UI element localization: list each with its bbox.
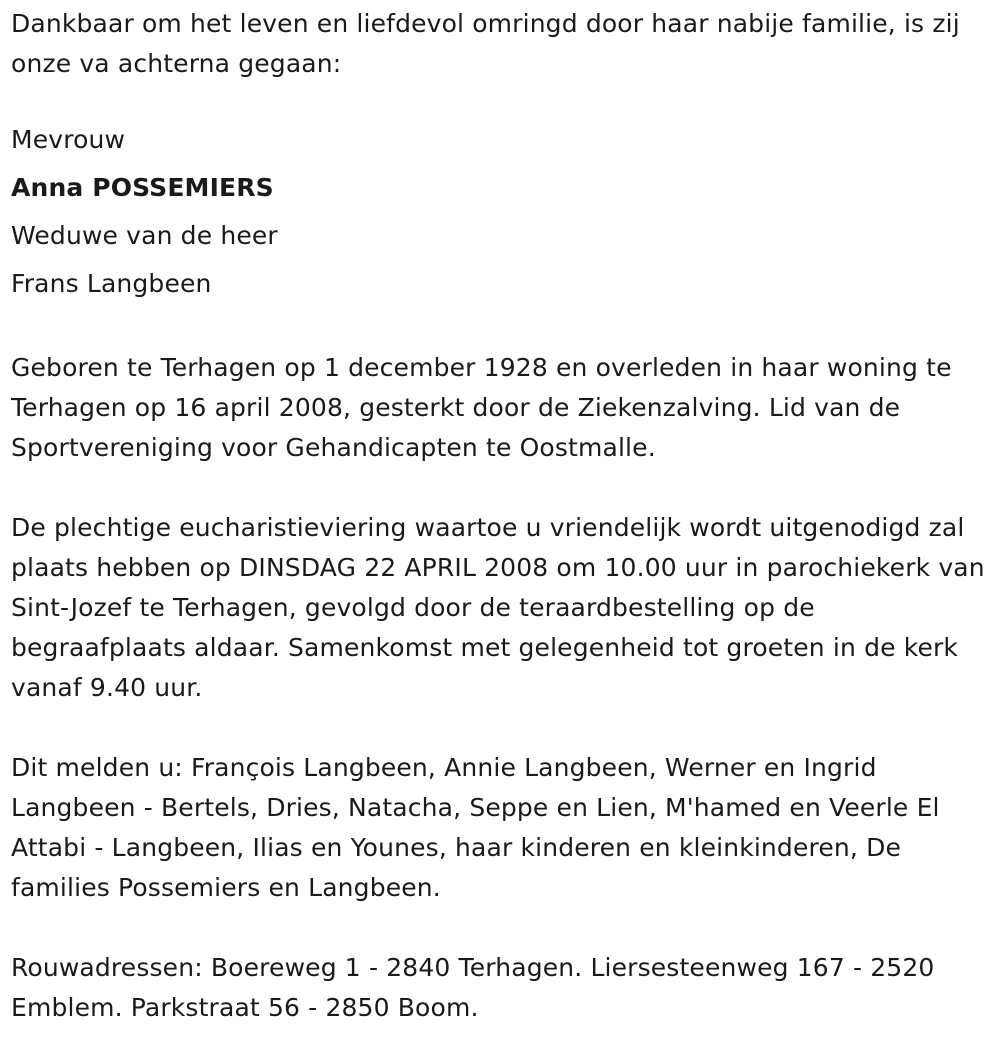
deceased-block	[11, 116, 988, 308]
family-paragraph: Dit melden u: François Langbeen, Annie Langbeen, Werner en Ingrid Langbeen - Bertels, Dries, Natacha, Seppe en Lien, M'hamed en Veerle El Attabi - Langbeen, Ilias en Younes, haar kinderen en kleinkinderen, De families Possemiers en Langbeen.	[11, 753, 940, 902]
intro-paragraph: Dankbaar om het leven en liefdevol omringd door haar nabije familie, is zij onze va achterna gegaan:	[11, 9, 960, 78]
birth-death-paragraph: Geboren te Terhagen op 1 december 1928 en overleden in haar woning te Terhagen op 16 april 2008, gesterkt door de Ziekenzalving. Lid van de Sportvereniging voor Gehandicapten te Oostmalle.	[11, 353, 952, 462]
addresses-paragraph: Rouwadressen: Boereweg 1 - 2840 Terhagen. Liersesteenweg 167 - 2520 Emblem. Parkstraat 56 - 2850 Boom.	[11, 953, 935, 1022]
deceased-title: Mevrouw	[11, 125, 126, 154]
deceased-relation: Weduwe van de heer	[11, 221, 278, 250]
deceased-name: Anna POSSEMIERS	[11, 173, 274, 202]
ceremony-paragraph: De plechtige eucharistieviering waartoe u vriendelijk wordt uitgenodigd zal plaats hebben op DINSDAG 22 APRIL 2008 om 10.00 uur in parochiekerk van Sint-Jozef te Terhagen, gevolgd door de teraardbestelling op de begraafplaats aldaar. Samenkomst met gelegenheid tot groeten in de kerk vanaf 9.40 uur.	[11, 513, 985, 702]
deceased-spouse: Frans Langbeen	[11, 269, 212, 298]
